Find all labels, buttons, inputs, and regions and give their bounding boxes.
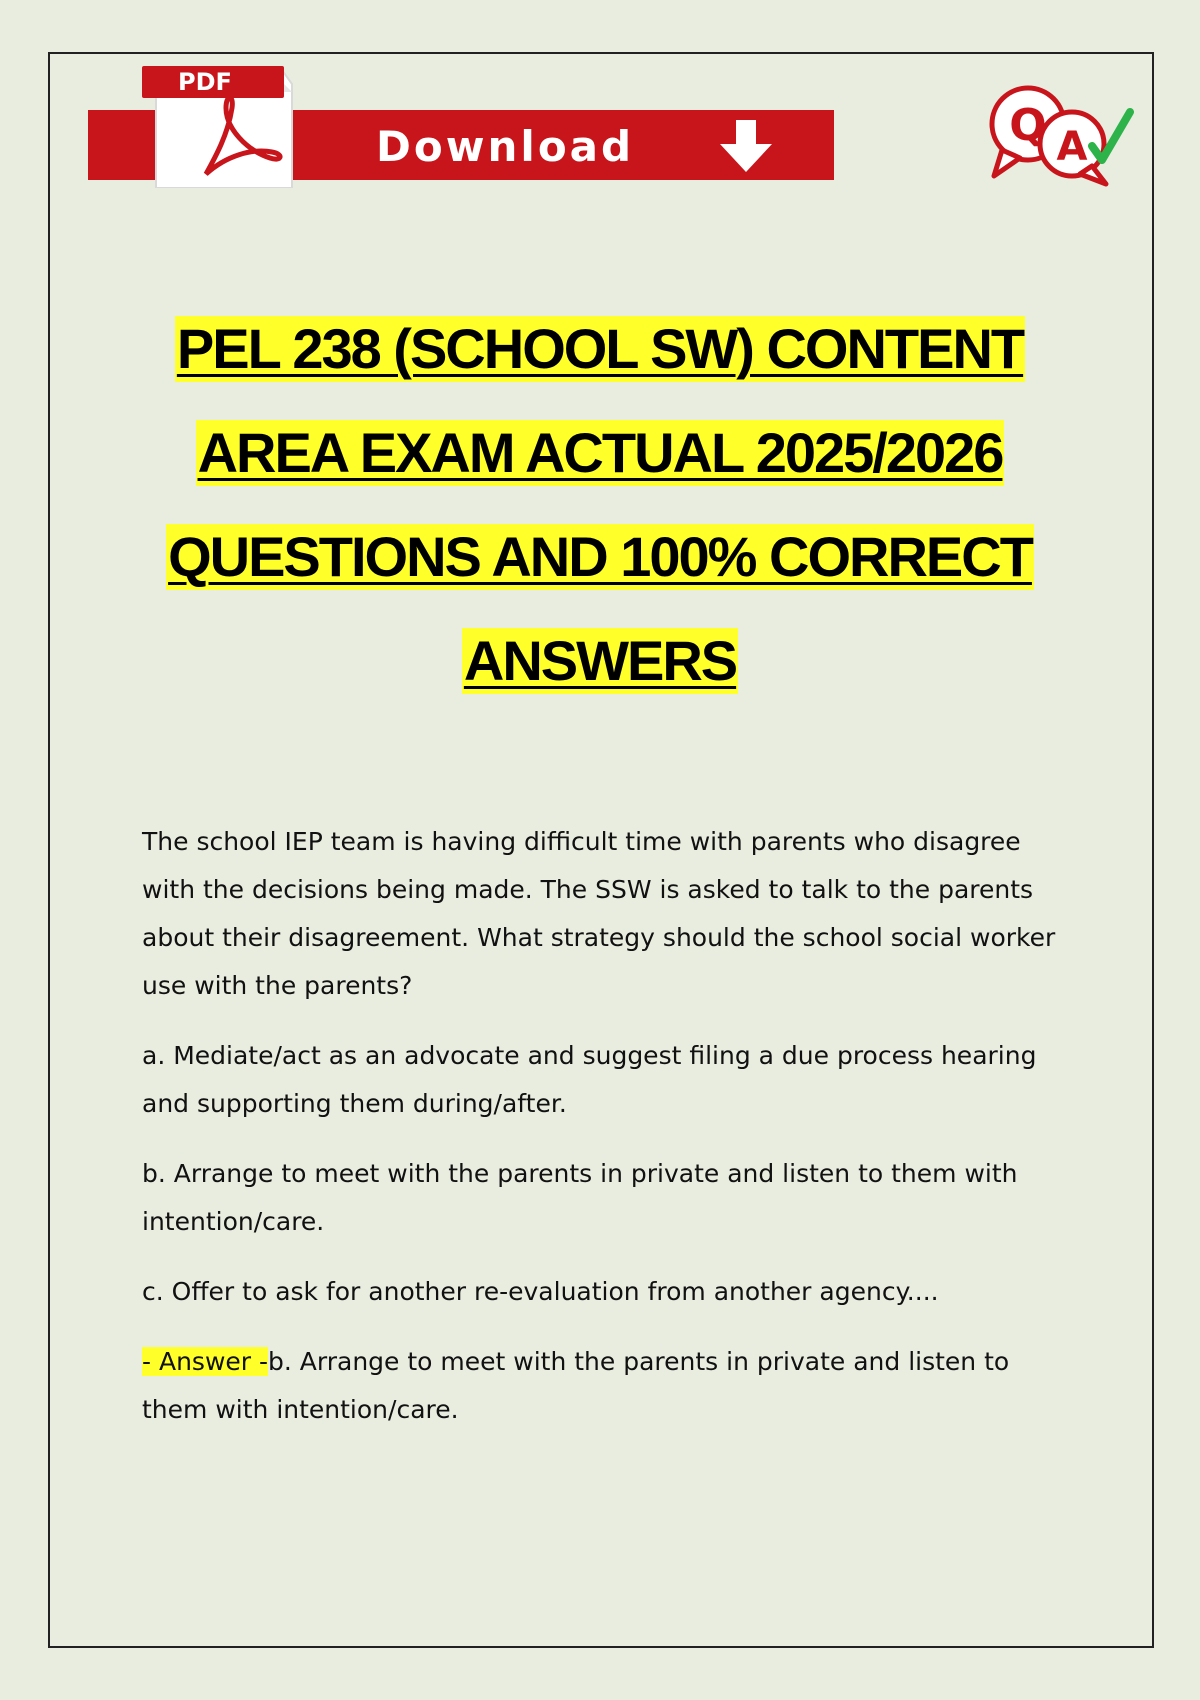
title-line-4: ANSWERS	[463, 629, 737, 692]
qa-logo-q: Q	[1009, 100, 1047, 151]
question-stem: The school IEP team is having difficult time with parents who disagree with the decisions being made. The SSW is asked to talk to the parents about their disagreement. What strategy should the school social worker use with the parents?	[142, 827, 1056, 1000]
option-a: a. Mediate/act as an advocate and suggest filing a due process hearing and supporting them during/after.	[142, 1041, 1037, 1118]
qa-logo	[980, 80, 1142, 190]
download-label[interactable]: Download	[376, 122, 635, 171]
answer-label: - Answer -	[142, 1347, 269, 1376]
option-c: c. Offer to ask for another re-evaluation from another agency....	[142, 1277, 939, 1306]
pdf-document-icon	[136, 64, 294, 188]
download-arrow-icon	[716, 118, 776, 174]
question-block	[142, 818, 1062, 1456]
pdf-download-button[interactable]	[88, 64, 836, 190]
answer	[142, 1338, 1062, 1434]
qa-logo-a: A	[1056, 124, 1088, 170]
answer-text: b. Arrange to meet with the parents in private and listen to them with intention/care.	[142, 1347, 1010, 1424]
pdf-badge: PDF	[142, 66, 284, 98]
title-line-2: AREA EXAM ACTUAL 2025/2026	[197, 421, 1003, 484]
document-title	[100, 316, 1100, 732]
title-line-3: QUESTIONS AND 100% CORRECT	[168, 525, 1032, 588]
option-b: b. Arrange to meet with the parents in private and listen to them with intention/care.	[142, 1159, 1018, 1236]
title-line-1: PEL 238 (SCHOOL SW) CONTENT	[176, 317, 1024, 380]
